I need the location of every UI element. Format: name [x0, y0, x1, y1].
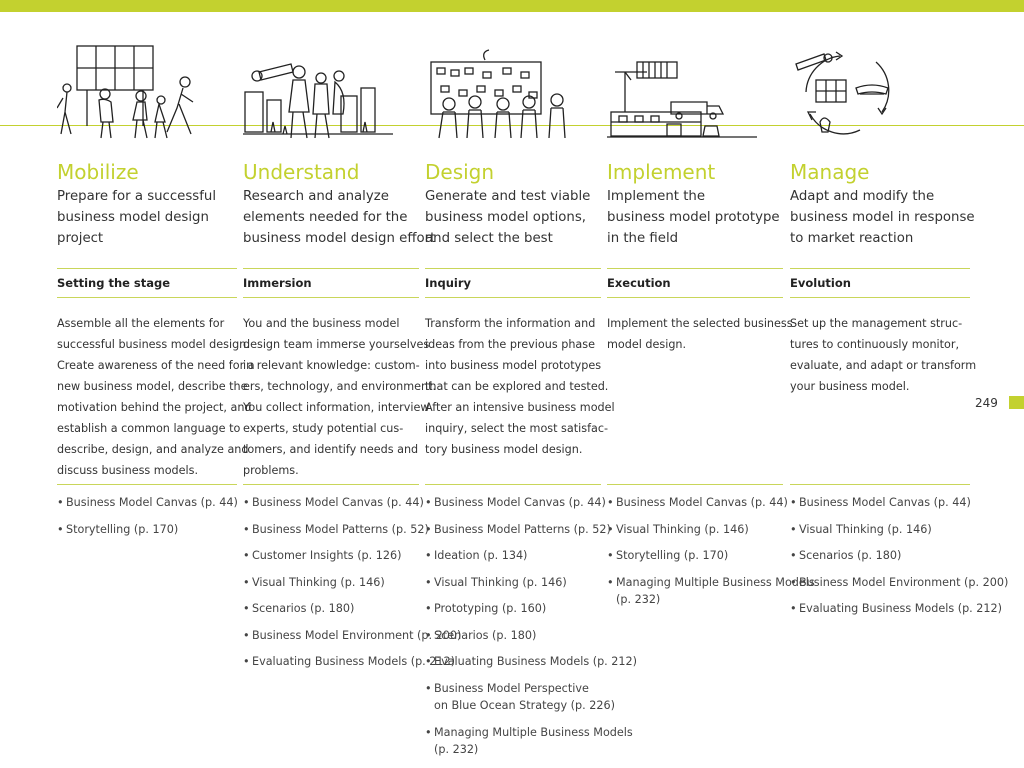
tool-link[interactable]: • Storytelling (p. 170) — [607, 547, 815, 565]
tool-link[interactable]: • Business Model Patterns (p. 52) — [243, 521, 461, 539]
phase-title: Understand — [243, 160, 360, 184]
manage-illustration — [790, 42, 940, 142]
phase-title: Manage — [790, 160, 870, 184]
tool-link[interactable]: • Business Model Canvas (p. 44) — [607, 494, 815, 512]
tool-list — [607, 494, 815, 618]
tool-link[interactable]: • Scenarios (p. 180) — [790, 547, 1008, 565]
phase-description: Adapt and modify the business model in response to market reaction — [790, 189, 975, 246]
phase-column-mobilize — [57, 0, 255, 768]
tool-link[interactable]: • Business Model Canvas (p. 44) — [425, 494, 637, 512]
step-description: Set up the management struc- tures to continuously monitor, evaluate, and adapt or transform your business model. — [790, 317, 977, 393]
phase-title: Design — [425, 160, 495, 184]
phase-description: Implement the business model prototype in the field — [607, 189, 780, 246]
tool-link[interactable]: • Visual Thinking (p. 146) — [790, 521, 1008, 539]
divider — [607, 297, 783, 298]
divider — [243, 268, 419, 269]
tool-link[interactable]: • Prototyping (p. 160) — [425, 600, 637, 618]
tool-link[interactable]: • Managing Multiple Business Models (p. 232) — [607, 574, 815, 609]
divider — [790, 297, 970, 298]
understand-illustration — [243, 42, 393, 142]
divider — [425, 484, 601, 485]
step-description: Implement the selected business model design. — [607, 317, 793, 351]
phase-description: Prepare for a successful business model design project — [57, 189, 217, 246]
tool-link[interactable]: • Customer Insights (p. 126) — [243, 547, 461, 565]
tool-link[interactable]: • Business Model Patterns (p. 52) — [425, 521, 637, 539]
phase-description: Research and analyze elements needed for the business model design effort — [243, 189, 436, 246]
divider — [243, 484, 419, 485]
phase-title: Mobilize — [57, 160, 139, 184]
tool-link[interactable]: • Business Model Environment (p. 200) — [790, 574, 1008, 592]
divider — [243, 297, 419, 298]
tool-link[interactable]: • Visual Thinking (p. 146) — [243, 574, 461, 592]
phase-column-implement — [607, 0, 815, 768]
step-name: Immersion — [243, 276, 312, 290]
tool-link[interactable]: • Visual Thinking (p. 146) — [607, 521, 815, 539]
tool-link[interactable]: • Storytelling (p. 170) — [57, 521, 238, 539]
step-name: Setting the stage — [57, 276, 171, 290]
divider — [57, 297, 237, 298]
step-description: You and the business model design team immerse yourselves in relevant knowledge: custom- ers, technology, and environment. You collect information, interview experts, study potential cus- tomers, and identify needs and problems. — [243, 317, 437, 477]
divider — [425, 297, 601, 298]
tool-link[interactable]: • Business Model Canvas (p. 44) — [57, 494, 238, 512]
tool-link[interactable]: • Evaluating Business Models (p. 212) — [790, 600, 1008, 618]
phase-description: Generate and test viable business model options, and select the best — [425, 189, 591, 246]
implement-illustration — [607, 42, 757, 142]
divider — [607, 484, 783, 485]
design-illustration — [425, 42, 575, 142]
divider — [790, 268, 970, 269]
divider — [57, 484, 237, 485]
phase-column-design — [425, 0, 638, 768]
tool-link[interactable]: • Business Model Perspective on Blue Ocean Strategy (p. 226) — [425, 680, 637, 715]
step-name: Inquiry — [425, 276, 471, 290]
step-description: Transform the information and ideas from the previous phase into business model prototypes that can be explored and tested. After an intensive business model inquiry, select the most satisfac- tory business model design. — [425, 317, 615, 456]
tool-link[interactable]: • Scenarios (p. 180) — [243, 600, 461, 618]
divider — [790, 484, 970, 485]
tool-list — [790, 494, 1008, 627]
page-tab-marker — [1009, 396, 1024, 409]
divider — [57, 268, 237, 269]
phase-title: Implement — [607, 160, 716, 184]
tool-link[interactable]: • Evaluating Business Models (p. 212) — [425, 653, 637, 671]
divider — [607, 268, 783, 269]
page-number: 249 — [975, 396, 998, 410]
divider — [425, 268, 601, 269]
tool-list — [57, 494, 238, 547]
tool-link[interactable]: • Scenarios (p. 180) — [425, 627, 637, 645]
step-name: Execution — [607, 276, 671, 290]
tool-link[interactable]: • Business Model Environment (p. 200) — [243, 627, 461, 645]
tool-link[interactable]: • Managing Multiple Business Models (p. 232) — [425, 724, 637, 759]
tool-link[interactable]: • Business Model Canvas (p. 44) — [243, 494, 461, 512]
step-description: Assemble all the elements for successful business model design. Create awareness of the need for a new business model, describe the motivation behind the project, and establish a common language to describe, design, and analyze and discuss business models. — [57, 317, 255, 477]
step-name: Evolution — [790, 276, 851, 290]
tool-link[interactable]: • Evaluating Business Models (p. 212) — [243, 653, 461, 671]
tool-link[interactable]: • Visual Thinking (p. 146) — [425, 574, 637, 592]
tool-link[interactable]: • Business Model Canvas (p. 44) — [790, 494, 1008, 512]
tool-list — [425, 494, 637, 768]
mobilize-illustration — [57, 42, 207, 142]
tool-link[interactable]: • Ideation (p. 134) — [425, 547, 637, 565]
